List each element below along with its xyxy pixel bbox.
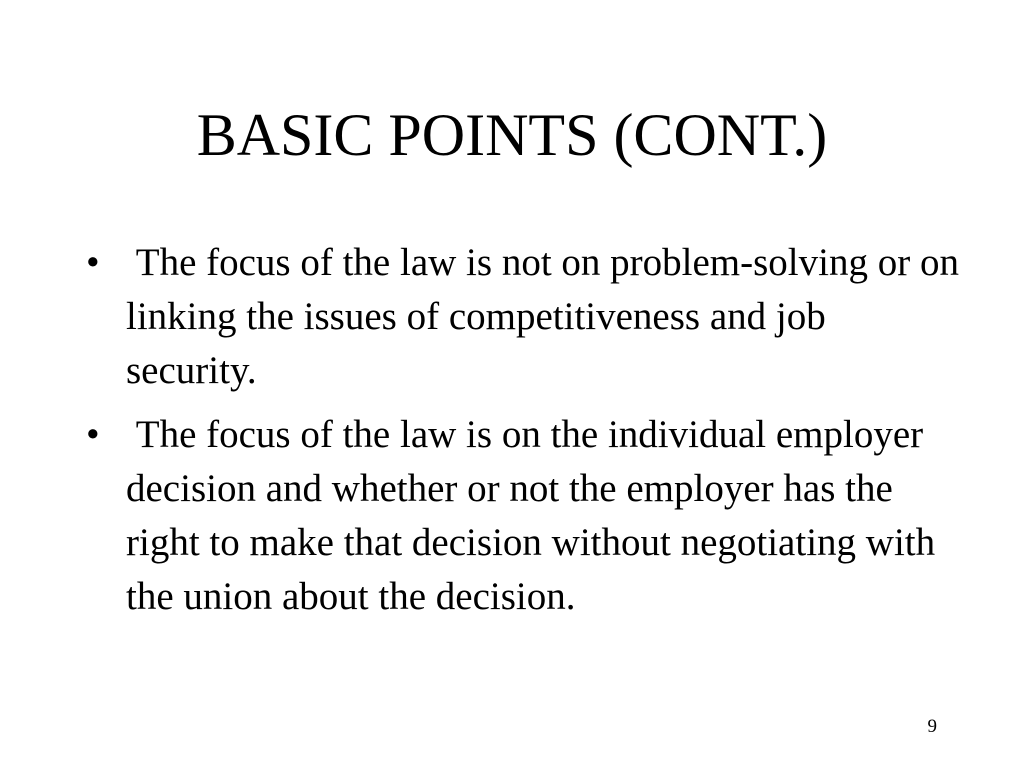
list-item [86,408,966,624]
bullet-list [86,236,969,634]
slide-title: BASIC POINTS (CONT.) [196,102,828,168]
bullet-text: The focus of the law is on the individual employer decision and whether or not the employer has the right to make that decision without negotiating with the union about the decision. [126,413,945,618]
bullet-marker-icon: • [86,413,100,456]
bullet-text: The focus of the law is not on problem-solving or on linking the issues of competitiveness and job security. [126,241,969,392]
bullet-marker-icon: • [86,241,100,284]
slide-number: 9 [927,716,937,737]
list-item [86,236,969,398]
